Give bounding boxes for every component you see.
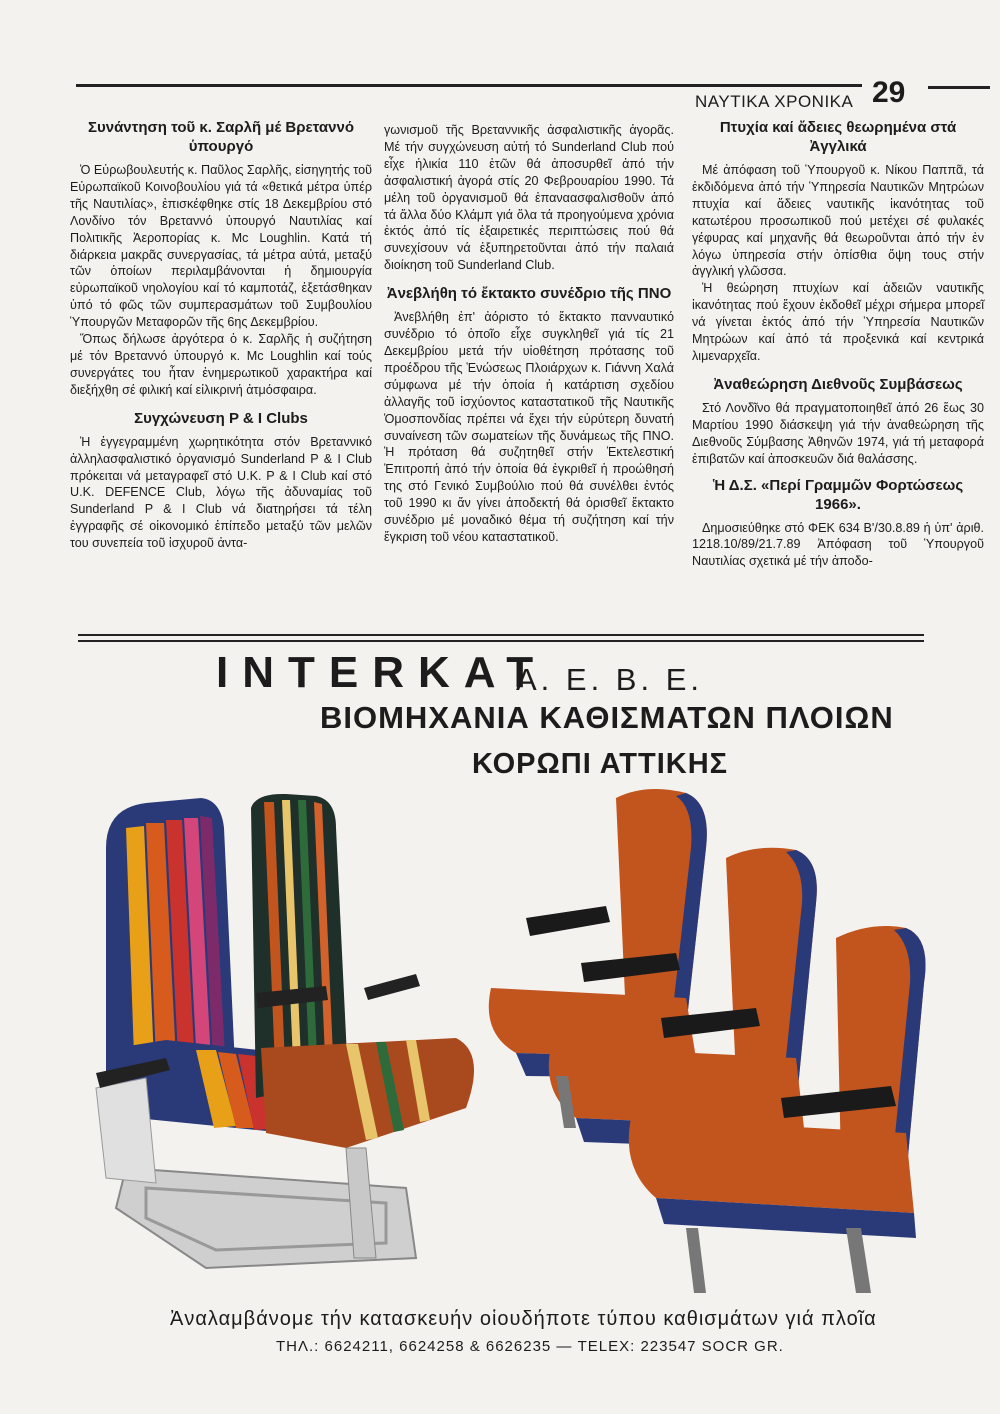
header-rule-left [76,84,862,87]
article-title-pi-clubs: Συγχώνευση P & I Clubs [134,409,308,427]
ad-rule-bottom [78,640,924,642]
ad-contact-info: ΤΗΛ.: 6624211, 6624258 & 6626235 — TELEX: 223547 SOCR GR. [276,1338,784,1355]
article-paragraph: Δημοσιεύθηκε στό ΦΕΚ 634 Β'/30.8.89 ἡ ὑπ' ἀριθ. 1218.10/89/21.7.89 Ἀπόφαση τοῦ Ὑπουργοῦ Ναυτιλίας σχετικά μέ τήν ἀποδο- [692,520,984,569]
article-title-load-lines: Ἡ Δ.Σ. «Περί Γραμμῶν Φορτώσεως 1966». [712,476,964,513]
ad-company-description: ΒΙΟΜΗΧΑΝΙΑ ΚΑΘΙΣΜΑΤΩΝ ΠΛΟΙΩΝ [320,700,894,735]
ad-brand-suffix: Α. Ε. Β. Ε. [516,662,703,697]
magazine-name: ΝΑΥΤΙΚΑ ΧΡΟΝΙΚΑ [695,92,854,111]
article-title-sarlis: Συνάντηση τοῦ κ. Σαρλῆ μέ Βρεταννό ὑπουργό [88,119,354,155]
article-paragraph: γωνισμοῦ τῆς Βρεταννικῆς ἀσφαλιστικῆς ἀγορᾶς. Μέ τήν συγχώνευση αὐτή τό Sunderland Club πού εἶχε ἡλικία 110 ἐτῶν θά ἀποσυρθεῖ ἀπό τήν ἀσφαλιστική ἀγορά στίς 20 Φεβρουαρίου 1990. Τά μέλη τοῦ ὀργανισμοῦ θά ἐπαναασφαλισθοῦν ἀπό τά ἄλλα δύο Κλάμπ γιά ὅλα τά προηγούμενα χρόνια ἐκτός ἀπό τίς ἐξαιρετικές περιπτώσεις πού θά συνεχίσουν νά ἐξυπηρετοῦνται ἀπό τήν παλαιά διοίκηση τοῦ Sunderland Club. [384,123,674,273]
article-paragraph: Στό Λονδῖνο θά πραγματοποιηθεῖ ἀπό 26 ἕως 30 Μαρτίου 1990 διάσκεψη γιά τήν ἀναθεώρηση τῆς Διεθνοῦς Σύμβασης Ἀθηνῶν 1974, γιά τή μεταφορά ἐπιβατῶν καί ἀποσκευῶν διά θαλάσσης. [692,400,984,466]
article-paragraph: Ἀνεβλήθη ἐπ' ἀόριστο τό ἔκτακτο πανναυτικό συνέδριο τό ὁποῖο εἶχε συγκληθεῖ γιά τίς 21 Δεκεμβρίου μετά τήν υἱοθέτηση πρότασης τοῦ προέδρου τῆς Ἑνώσεως Πλοιάρχων κ. Γιάννη Χαλά σύμφωνα μέ τήν ὁποία ἡ κατάρτιση σχεδίου ἀλλαγῆς τοῦ ἰσχύοντος καταστατικοῦ τῆς Ναυτικῆς Ὁμοσπονδίας πρέπει νά ἔχει τήν εὐρύτερη δυνατή συναίνεση τῶν σωματείων τῆς δυνάμεως τῆς ΠΝΟ. Ἡ πρόταση θά συζητηθεῖ στήν Ἐκτελεστική Ἐπιτροπή ἀπό τήν ὁποία θά ἐγκριθεῖ ἡ προώθησή της στό Γενικό Συμβούλιο πού θά συνέλθει ἐντός τοῦ 1990 κι ἄν γίνει ἀποδεκτή θά ὁρισθεῖ ἔκτακτο συνέδριο μέ μοναδικό θέμα τή συζήτηση καί τήν ἔγκριση τοῦ νέου καταστατικοῦ. [384,310,674,544]
ad-brand: INTERKAT [216,648,548,697]
ad-rule-top [78,634,924,636]
article-title-convention: Ἀναθεώρηση Διεθνοῦς Συμβάσεως [713,375,963,393]
article-column-3 [692,118,984,570]
article-paragraph: Ἡ ἐγγεγραμμένη χωρητικότητα στόν Βρεταννικό ἀλληλασφαλιστικό ὀργανισμό Sunderland P & I Club πρόκειται νά μεταγραφεῖ στό U.K. P & I Club καί στό U.K. DEFENCE Club, λόγω τῆς ἀδυναμίας τοῦ Sunderland P & I Club νά διατηρήσει τά τέλη ἐγγραφῆς σέ οἰκονομικό ἐπίπεδο μεταξύ τῶν μελῶν του συνεπεία τοῦ ἰσχυροῦ ἀντα- [70,434,372,551]
header-rule-right [928,86,990,89]
page-number: 29 [872,76,906,109]
orange-seat-row [489,789,926,1293]
article-column-1 [70,118,372,552]
seats-photo [86,788,996,1308]
article-paragraph: Ἡ θεώρηση πτυχίων καί ἀδειῶν ναυτικῆς ἱκανότητας πού ἔχουν ἐκδοθεῖ μέχρι σήμερα μπορεῖ νά γίνεται ἐκτός ἀπό τήν Ὑπηρεσία Ναυτικῶν Μητρώων καί ἀπό τά προξενικά καί κεντρικά λιμεναρχεῖα. [692,281,984,363]
article-title-pno: Ἀνεβλήθη τό ἔκτακτο συνέδριο τῆς ΠΝΟ [386,285,672,303]
article-column-2 [384,122,674,546]
article-title-certificates: Πτυχία καί ἄδειες θεωρημένα στά Ἀγγλικά [719,119,957,155]
article-paragraph: Ὁ Εὐρωβουλευτής κ. Παῦλος Σαρλῆς, εἰσηγητής τοῦ Εὐρωπαϊκοῦ Κοινοβουλίου γιά τά «θετικά μέτρα ὑπέρ τῆς Ναυτιλίας», ἐπισκέφθηκε στίς 18 Δεκεμβρίου στό Λονδίνο τόν Βρεταννό ὑπουργό Ναυτιλίας καί Πολιτικῆς Ἀεροπορίας κ. Mc Loughlin. Κατά τή διάρκεια μακρᾶς συνεργασίας, τά μέτρα αὐτά, μεταξύ τῶν ὁποίων περιλαμβάνονται ἡ δημιουργία εὐρωπαϊκοῦ νηολογίου καί τό καμποτάζ, ἐξετάσθηκαν ὑπό τό φῶς τῶν συμπερασμάτων τοῦ Συμβουλίου Ὑπουργῶν Μεταφορῶν τῆς 6ης Δεκεμβρίου. [70,163,372,330]
article-paragraph: Μέ ἀπόφαση τοῦ Ὑπουργοῦ κ. Νίκου Παππᾶ, τά ἐκδιδόμενα ἀπό τήν Ὑπηρεσία Ναυτικῶν Μητρώων πτυχία καί ἄδειες ναυτικῆς ἱκανότητας τοῦ κατωτέρου προσωπικοῦ πού μετέχει σέ φυλακές γέφυρας καί μηχανῆς θά θεωροῦνται ἀπό τήν ἐν λόγω ὑπηρεσία στήν ὀπίσθια ὄψη τους στήν ἀγγλική γλῶσσα. [692,163,984,279]
ad-tagline: Ἀναλαμβάνομε τήν κατασκευήν οἱουδήποτε τύπου καθισμάτων γιά πλοῖα [170,1308,877,1330]
ad-company-location: ΚΟΡΩΠΙ ΑΤΤΙΚΗΣ [472,748,729,780]
article-paragraph: Ὅπως δήλωσε ἀργότερα ὁ κ. Σαρλῆς ἡ συζήτηση μέ τόν Βρεταννό ὑπουργό κ. Mc Loughlin καί τούς συνεργάτες του ἦταν ἐνημερωτικοῦ χαρακτήρα καί διεξήχθη σέ φιλική καί εἰλικρινή ἀτμόσφαιρα. [70,332,372,397]
